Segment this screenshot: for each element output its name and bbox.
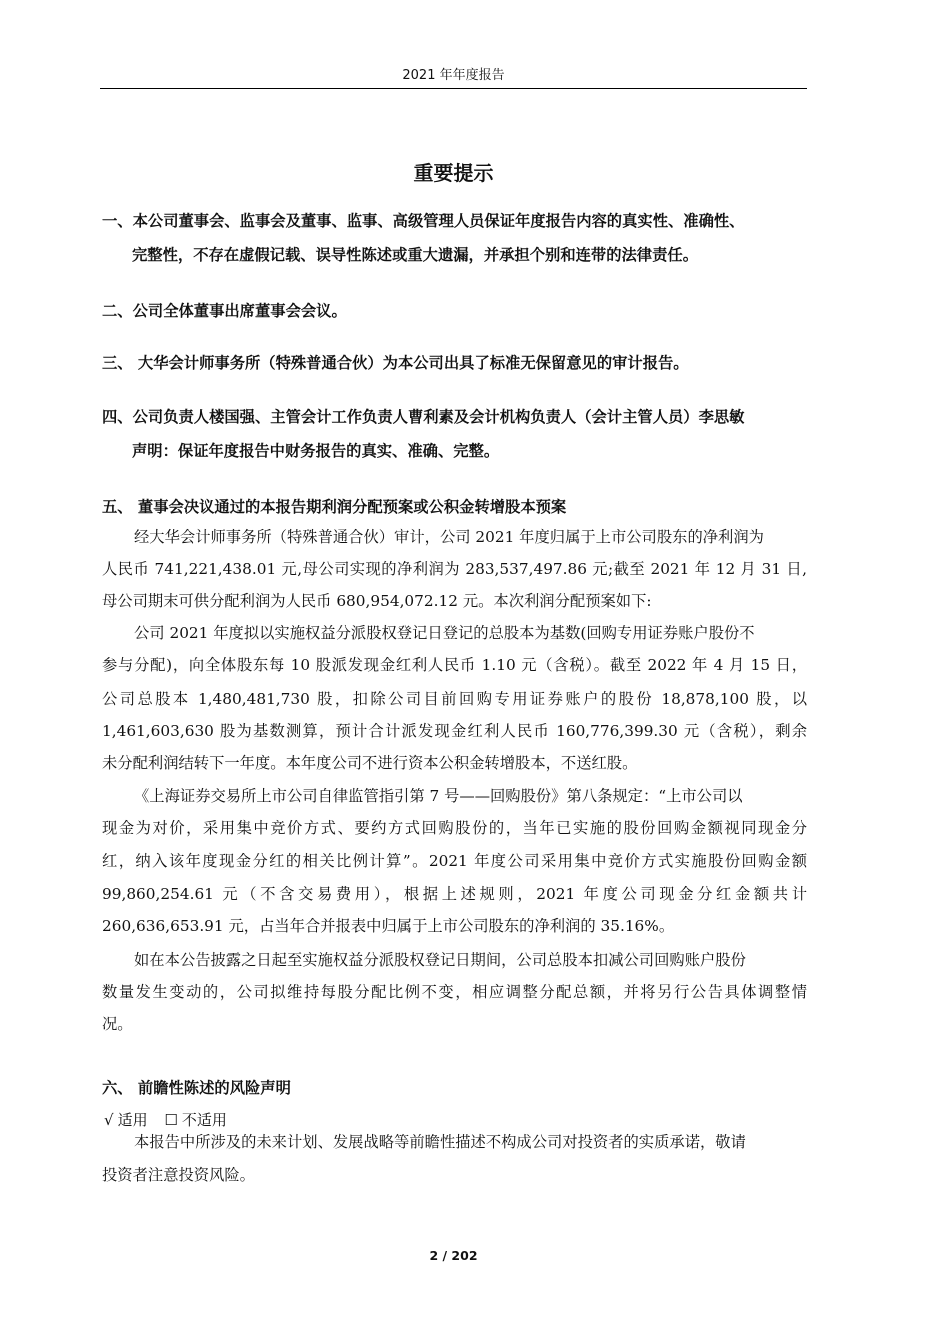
header-text: 2021 年年度报告 xyxy=(402,68,505,83)
p2-line-1: 公司 2021 年度拟以实施权益分派股权登记日登记的总股本为基数(回购专用证券账户股份不 xyxy=(134,624,755,642)
p1-line-1: 经大华会计师事务所（特殊普通合伙）审计，公司 2021 年度归属于上市公司股东的净利润为 xyxy=(134,528,764,546)
page-header xyxy=(100,64,807,89)
item-four-line-1: 四、公司负责人楼国强、主管会计工作负责人曹利素及会计机构负责人（会计主管人员）李思敏 xyxy=(102,408,745,426)
item-five-heading: 五、 董事会决议通过的本报告期利润分配预案或公积金转增股本预案 xyxy=(102,498,567,516)
p2-line-3: 公司总股本 1,480,481,730 股，扣除公司目前回购专用证券账户的股份 18,878,100 股，以 xyxy=(102,690,807,708)
p4-line-1: 如在本公告披露之日起至实施权益分派股权登记日期间，公司总股本扣减公司回购账户股份 xyxy=(134,951,746,969)
p3-line-5: 260,636,653.91 元，占当年合并报表中归属于上市公司股东的净利润的 35.16%。 xyxy=(102,917,675,935)
p2-line-5: 未分配利润结转下一年度。本年度公司不进行资本公积金转增股本，不送红股。 xyxy=(102,754,638,772)
p4-line-2: 数量发生变动的，公司拟维持每股分配比例不变，相应调整分配总额，并将另行公告具体调整情 xyxy=(102,983,807,1001)
p3-line-4: 99,860,254.61 元（不含交易费用），根据上述规则，2021 年度公司现金分红金额共计 xyxy=(102,885,807,903)
checkbox-icon: ☐ xyxy=(164,1111,178,1129)
p5-line-1: 本报告中所涉及的未来计划、发展战略等前瞻性描述不构成公司对投资者的实质承诺，敬请 xyxy=(134,1133,746,1151)
p1-line-3: 母公司期末可供分配利润为人民币 680,954,072.12 元。本次利润分配预案如下: xyxy=(102,592,652,610)
item-two: 二、公司全体董事出席董事会会议。 xyxy=(102,302,347,320)
p4-line-3: 况。 xyxy=(102,1015,133,1033)
p3-line-3: 红，纳入该年度现金分红的相关比例计算”。2021 年度公司采用集中竞价方式实施股份回购金额 xyxy=(102,852,807,870)
p2-line-2: 参与分配)，向全体股东每 10 股派发现金红利人民币 1.10 元（含税）。截至 2022 年 4 月 15 日， xyxy=(102,656,807,674)
page-number: 2 / 202 xyxy=(429,1248,478,1263)
p1-line-2: 人民币 741,221,438.01 元,母公司实现的净利润为 283,537,497.86 元;截至 2021 年 12 月 31 日, xyxy=(102,560,807,578)
applicability-row xyxy=(104,1108,231,1132)
applicable-label: 适用 xyxy=(117,1111,148,1129)
item-one-line-1: 一、本公司董事会、监事会及董事、监事、高级管理人员保证年度报告内容的真实性、准确性、 xyxy=(102,212,745,230)
p2-line-4: 1,461,603,630 股为基数测算，预计合计派发现金红利人民币 160,776,399.30 元（含税），剩余 xyxy=(102,722,807,740)
not-applicable-label: 不适用 xyxy=(181,1111,227,1129)
item-six-heading: 六、 前瞻性陈述的风险声明 xyxy=(102,1079,291,1097)
checkmark-icon: √ xyxy=(104,1111,114,1129)
item-three: 三、 大华会计师事务所（特殊普通合伙）为本公司出具了标准无保留意见的审计报告。 xyxy=(102,354,689,372)
p3-line-2: 现金为对价，采用集中竞价方式、要约方式回购股份的，当年已实施的股份回购金额视同现金分 xyxy=(102,819,807,837)
item-four-line-2: 声明：保证年度报告中财务报告的真实、准确、完整。 xyxy=(132,442,500,460)
p3-line-1: 《上海证券交易所上市公司自律监管指引第 7 号——回购股份》第八条规定：“上市公司以 xyxy=(134,787,743,805)
p5-line-2: 投资者注意投资风险。 xyxy=(102,1166,255,1184)
page-title: 重要提示 xyxy=(413,161,494,185)
item-one-line-2: 完整性，不存在虚假记载、误导性陈述或重大遗漏，并承担个别和连带的法律责任。 xyxy=(132,246,698,264)
